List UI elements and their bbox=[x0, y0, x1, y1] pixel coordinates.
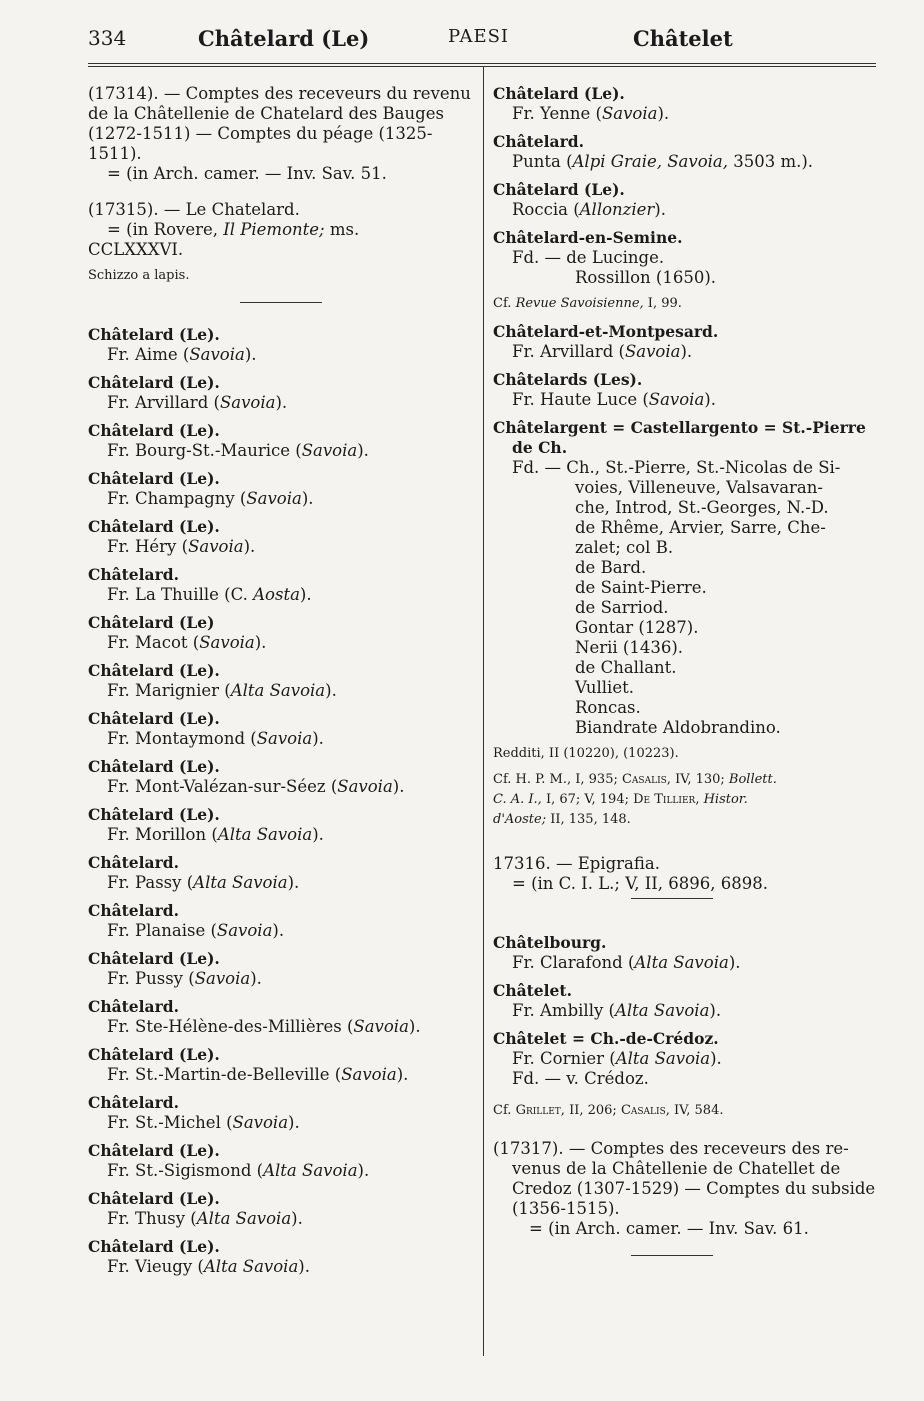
list-item bbox=[493, 933, 876, 973]
entry-place: Alpi Graie, Savoia, bbox=[572, 152, 728, 171]
entry-place: Allonzier bbox=[579, 200, 655, 219]
entry-heading: Châtelard. bbox=[88, 565, 180, 584]
doc-line: 1511). bbox=[88, 144, 142, 163]
entry-place: Savoia bbox=[601, 104, 658, 123]
list-item bbox=[88, 517, 474, 557]
entry-text: Fd. — v. Crédoz. bbox=[512, 1069, 649, 1088]
entry-heading: Châtelard (Le). bbox=[493, 180, 625, 199]
doc-text: = (in Rovere, bbox=[107, 220, 224, 239]
cf-text: II, 206; bbox=[564, 1103, 621, 1118]
left-column bbox=[88, 84, 474, 1285]
document-17316 bbox=[493, 854, 876, 894]
cf-author: De Tillier, bbox=[633, 792, 700, 807]
entry-text: che, Introd, St.-Georges, N.-D. bbox=[575, 498, 829, 517]
list-item bbox=[88, 469, 474, 509]
list-item bbox=[493, 418, 876, 830]
entry-text: Fr. Cornier ( bbox=[512, 1049, 616, 1068]
cf-source: Bollett. bbox=[728, 772, 777, 787]
document-17314 bbox=[88, 84, 474, 184]
entry-text: ). bbox=[357, 441, 369, 460]
cf-source: C. A. I., bbox=[493, 792, 542, 807]
list-item bbox=[88, 613, 474, 653]
entry-text: de Challant. bbox=[575, 658, 677, 677]
entry-list bbox=[88, 325, 474, 1277]
entry-place: Savoia bbox=[301, 441, 358, 460]
doc-text-italic: Il Piemonte; bbox=[223, 220, 325, 239]
entry-place: Savoia bbox=[624, 342, 681, 361]
entry-text: Gontar (1287). bbox=[575, 618, 699, 637]
doc-line: Credoz (1307-1529) — Comptes du subside bbox=[512, 1179, 876, 1198]
entry-heading: Châtelbourg. bbox=[493, 933, 607, 952]
entry-heading: Châtelard (Le). bbox=[88, 661, 220, 680]
entry-text: Fd. — Ch., St.-Pierre, St.-Nicolas de Si- bbox=[512, 458, 841, 477]
entry-text: Fr. Mont-Valézan-sur-Séez ( bbox=[107, 777, 338, 796]
entry-heading: Châtelard. bbox=[88, 1093, 180, 1112]
entry-text: Fr. St.-Sigismond ( bbox=[107, 1161, 264, 1180]
entry-text: Fr. St.-Martin-de-Belleville ( bbox=[107, 1065, 342, 1084]
cf-author: Grillet, bbox=[515, 1103, 565, 1118]
list-item bbox=[88, 901, 474, 941]
list-item bbox=[88, 565, 474, 605]
list-item bbox=[88, 1189, 474, 1229]
doc-line: = (in Arch. camer. — Inv. Sav. 51. bbox=[107, 164, 387, 183]
list-item bbox=[88, 373, 474, 413]
entry-place: Savoia bbox=[648, 390, 705, 409]
entry-text: ). bbox=[312, 729, 324, 748]
entry-heading: Châtelard-et-Montpesard. bbox=[493, 322, 719, 341]
cf-source: Revue Savoisienne, bbox=[515, 296, 644, 311]
entry-text: de Sarriod. bbox=[575, 598, 669, 617]
entry-text: Vulliet. bbox=[575, 678, 634, 697]
entry-place: Alta Savoia bbox=[193, 873, 288, 892]
entry-text: de Saint-Pierre. bbox=[575, 578, 707, 597]
entry-text: de Rhême, Arvier, Sarre, Che- bbox=[575, 518, 826, 537]
list-item bbox=[88, 421, 474, 461]
doc-line: CCLXXXVI. bbox=[88, 240, 184, 259]
entry-text: ). bbox=[243, 537, 256, 556]
doc-line: venus de la Châtellenie de Chatellet de bbox=[512, 1159, 841, 1178]
header-center-title: PAESI bbox=[448, 26, 510, 47]
entry-place: Savoia bbox=[232, 1113, 289, 1132]
entry-place: Alta Savoia bbox=[196, 1209, 292, 1228]
doc-line: = (in Arch. camer. — Inv. Sav. 61. bbox=[529, 1219, 809, 1238]
entry-heading: Châtelard (Le). bbox=[88, 421, 220, 440]
entry-place: Savoia bbox=[256, 729, 313, 748]
entry-text: Fr. Champagny ( bbox=[107, 489, 247, 508]
entry-heading: Châtelard (Le). bbox=[88, 1045, 220, 1064]
list-item bbox=[493, 322, 876, 362]
entry-text: Fr. Thusy ( bbox=[107, 1209, 197, 1228]
entry-text: ). bbox=[298, 1257, 310, 1276]
entry-heading: Châtelet. bbox=[493, 981, 572, 1000]
column-divider bbox=[483, 66, 484, 1356]
entry-heading: Châtelards (Les). bbox=[493, 370, 643, 389]
entry-text: Fr. Marignier ( bbox=[107, 681, 231, 700]
entry-text: ). bbox=[680, 342, 693, 361]
entry-text: Fr. Planaise ( bbox=[107, 921, 217, 940]
entry-heading: Châtelet = Ch.-de-Crédoz. bbox=[493, 1029, 719, 1048]
cf-source: d'Aoste; bbox=[493, 812, 547, 827]
entry-heading: de Ch. bbox=[512, 438, 568, 457]
page-header bbox=[88, 26, 876, 62]
cf-text: Cf. bbox=[493, 1103, 516, 1118]
entry-text: Punta ( bbox=[512, 152, 573, 171]
list-item bbox=[88, 949, 474, 989]
entry-text: Fr. Ambilly ( bbox=[512, 1001, 615, 1020]
list-item bbox=[88, 997, 474, 1037]
list-item bbox=[88, 757, 474, 797]
entry-text: ). bbox=[287, 873, 300, 892]
list-item bbox=[493, 1029, 876, 1121]
entry-text: ). bbox=[657, 104, 670, 123]
list-item bbox=[493, 180, 876, 220]
entry-text: ). bbox=[250, 969, 262, 988]
entry-text: ). bbox=[408, 1017, 421, 1036]
right-column bbox=[493, 84, 876, 1278]
entry-heading: Châtelard. bbox=[493, 132, 585, 151]
entry-place: Savoia bbox=[189, 345, 245, 364]
entry-text: ). bbox=[728, 953, 741, 972]
list-item bbox=[493, 132, 876, 172]
cf-author: Casalis, bbox=[620, 1103, 670, 1118]
entry-text: Fr. Arvillard ( bbox=[512, 342, 625, 361]
entry-text: ). bbox=[299, 585, 312, 604]
entry-text: Fr. Clarafond ( bbox=[512, 953, 635, 972]
cf-text: II, 135, 148. bbox=[546, 812, 631, 827]
header-right-title: Châtelet bbox=[633, 26, 733, 51]
entry-text: ). bbox=[312, 825, 324, 844]
list-item bbox=[493, 981, 876, 1021]
entry-place: Alta Savoia bbox=[230, 681, 326, 700]
entry-text: de Bard. bbox=[575, 558, 647, 577]
list-item bbox=[88, 1093, 474, 1133]
entry-text: Fd. — de Lucinge. bbox=[512, 248, 665, 267]
entry-text: Fr. Yenne ( bbox=[512, 104, 602, 123]
cf-text: IV, 584. bbox=[669, 1103, 724, 1118]
entry-place: Alta Savoia bbox=[203, 1257, 299, 1276]
entry-text: zalet; col B. bbox=[575, 538, 674, 557]
entry-heading: Châtelard (Le). bbox=[88, 373, 220, 392]
list-item bbox=[88, 805, 474, 845]
entry-place: Savoia bbox=[216, 921, 273, 940]
entry-text: ). bbox=[272, 921, 285, 940]
entry-place: Alta Savoia bbox=[634, 953, 729, 972]
doc-line: 17316. — Epigrafia. bbox=[493, 854, 660, 873]
doc-line: (1272-1511) — Comptes du péage (1325- bbox=[88, 124, 433, 143]
entry-text: Fr. Bourg-St.-Maurice ( bbox=[107, 441, 302, 460]
list-item bbox=[88, 325, 474, 365]
entry-place: Savoia bbox=[188, 537, 244, 556]
entry-heading: Châtelard (Le). bbox=[88, 757, 220, 776]
list-item bbox=[493, 370, 876, 410]
entry-text: ). bbox=[288, 1113, 300, 1132]
cf-source: Histor. bbox=[699, 792, 748, 807]
entry-text: Fr. Haute Luce ( bbox=[512, 390, 649, 409]
entry-place: Savoia bbox=[194, 969, 251, 988]
entry-heading: Châtelard. bbox=[88, 997, 180, 1016]
doc-line: (1356-1515). bbox=[512, 1199, 620, 1218]
entry-text: Fr. Ste-Hélène-des-Millières ( bbox=[107, 1017, 354, 1036]
entry-text: ). bbox=[244, 345, 257, 364]
entry-text: ). bbox=[396, 1065, 409, 1084]
entry-text: Fr. St.-Michel ( bbox=[107, 1113, 233, 1132]
redditi-note: Redditi, II (10220), (10223). bbox=[493, 746, 679, 761]
entry-place: Savoia bbox=[337, 777, 393, 796]
cf-text: IV, 130; bbox=[670, 772, 729, 787]
entry-place: Savoia bbox=[341, 1065, 397, 1084]
entry-text: Nerii (1436). bbox=[575, 638, 683, 657]
doc-line: (17314). — Comptes des receveurs du revenu bbox=[88, 84, 471, 103]
cf-text: I, 99. bbox=[643, 296, 682, 311]
cf-text: Cf. H. P. M., I, 935; bbox=[493, 772, 622, 787]
entry-place: Savoia bbox=[199, 633, 255, 652]
entry-text: ). bbox=[291, 1209, 303, 1228]
entry-place: Savoia bbox=[246, 489, 302, 508]
entry-text: voies, Villeneuve, Valsavaran- bbox=[575, 478, 823, 497]
entry-text: Fr. Vieugy ( bbox=[107, 1257, 204, 1276]
cf-text: I, 67; V, 194; bbox=[541, 792, 634, 807]
header-left-title: Châtelard (Le) bbox=[198, 26, 370, 51]
entry-text: Biandrate Aldobrandino. bbox=[575, 718, 781, 737]
entry-heading: Châtelard (Le). bbox=[88, 805, 220, 824]
entry-heading: Châtelard (Le). bbox=[88, 1237, 220, 1256]
entry-text: Fr. Héry ( bbox=[107, 537, 189, 556]
entry-place: Alta Savoia bbox=[217, 825, 313, 844]
entry-place: Alta Savoia bbox=[615, 1049, 711, 1068]
entry-place: Aosta bbox=[253, 585, 300, 604]
page-number: 334 bbox=[88, 26, 127, 50]
entry-text: ). bbox=[654, 200, 666, 219]
doc-line: (17315). — Le Chatelard. bbox=[88, 200, 300, 219]
doc-line: de la Châtellenie de Chatelard des Bauges bbox=[88, 104, 444, 123]
list-item bbox=[88, 1237, 474, 1277]
entry-text: Roncas. bbox=[575, 698, 641, 717]
entry-heading: Châtelard (Le) bbox=[88, 613, 215, 632]
entry-heading: Châtelard-en-Semine. bbox=[493, 228, 683, 247]
document-17315 bbox=[88, 200, 474, 286]
doc-line: (17317). — Comptes des receveurs des re- bbox=[493, 1139, 849, 1158]
entry-heading: Châtelard (Le). bbox=[88, 517, 220, 536]
entry-text: Roccia ( bbox=[512, 200, 580, 219]
entry-heading: Châtelard. bbox=[88, 901, 180, 920]
cf-author: Casalis, bbox=[621, 772, 671, 787]
entry-text: Fr. Montaymond ( bbox=[107, 729, 257, 748]
list-item bbox=[88, 1045, 474, 1085]
entry-heading: Châtelard (Le). bbox=[88, 469, 220, 488]
entry-text: Fr. La Thuille (C. bbox=[107, 585, 254, 604]
entry-text: Fr. Aime ( bbox=[107, 345, 190, 364]
entry-text: ). bbox=[275, 393, 288, 412]
entry-heading: Châtelard (Le). bbox=[88, 1141, 220, 1160]
entry-place: Alta Savoia bbox=[614, 1001, 710, 1020]
list-item bbox=[88, 853, 474, 893]
entry-text: Fr. Passy ( bbox=[107, 873, 194, 892]
list-item bbox=[88, 1141, 474, 1181]
entry-text: 3503 m.). bbox=[728, 152, 814, 171]
entry-text: ). bbox=[357, 1161, 370, 1180]
doc-text: ms. bbox=[324, 220, 360, 239]
entry-text: ). bbox=[254, 633, 267, 652]
entry-place: Alta Savoia bbox=[263, 1161, 358, 1180]
entry-text: ). bbox=[710, 1049, 722, 1068]
list-item bbox=[88, 709, 474, 749]
section-rule bbox=[631, 898, 713, 899]
entry-heading: Châtelard (Le). bbox=[88, 709, 220, 728]
section-rule bbox=[631, 1255, 713, 1256]
entry-place: Savoia bbox=[219, 393, 276, 412]
entry-text: Fr. Morillon ( bbox=[107, 825, 218, 844]
header-rule-double bbox=[88, 66, 876, 67]
entry-text: ). bbox=[325, 681, 337, 700]
entry-text: Fr. Arvillard ( bbox=[107, 393, 220, 412]
entry-heading: Châtelard. bbox=[88, 853, 180, 872]
entry-heading: Châtelard (Le). bbox=[493, 84, 625, 103]
entry-text: ). bbox=[709, 1001, 722, 1020]
entry-text: Fr. Macot ( bbox=[107, 633, 200, 652]
entry-heading: Châtelard (Le). bbox=[88, 1189, 220, 1208]
list-item bbox=[493, 228, 876, 314]
doc-line: = (in C. I. L.; V, II, 6896, 6898. bbox=[512, 874, 768, 893]
entry-text: ). bbox=[704, 390, 716, 409]
entry-text: Fr. Pussy ( bbox=[107, 969, 195, 988]
entry-heading: Châtelard (Le). bbox=[88, 949, 220, 968]
entry-text: ). bbox=[392, 777, 405, 796]
entry-heading: Châtelargent = Castellargento = St.-Pierre bbox=[493, 418, 866, 437]
header-rule bbox=[88, 63, 876, 64]
list-item bbox=[493, 84, 876, 124]
entry-heading: Châtelard (Le). bbox=[88, 325, 220, 344]
section-rule bbox=[240, 302, 322, 303]
doc-note: Schizzo a lapis. bbox=[88, 268, 190, 283]
entry-text: ). bbox=[301, 489, 314, 508]
entry-text: Rossillon (1650). bbox=[575, 268, 717, 287]
document-17317 bbox=[493, 1139, 876, 1239]
cf-text: Cf. bbox=[493, 296, 516, 311]
entry-place: Savoia bbox=[353, 1017, 409, 1036]
list-item bbox=[88, 661, 474, 701]
